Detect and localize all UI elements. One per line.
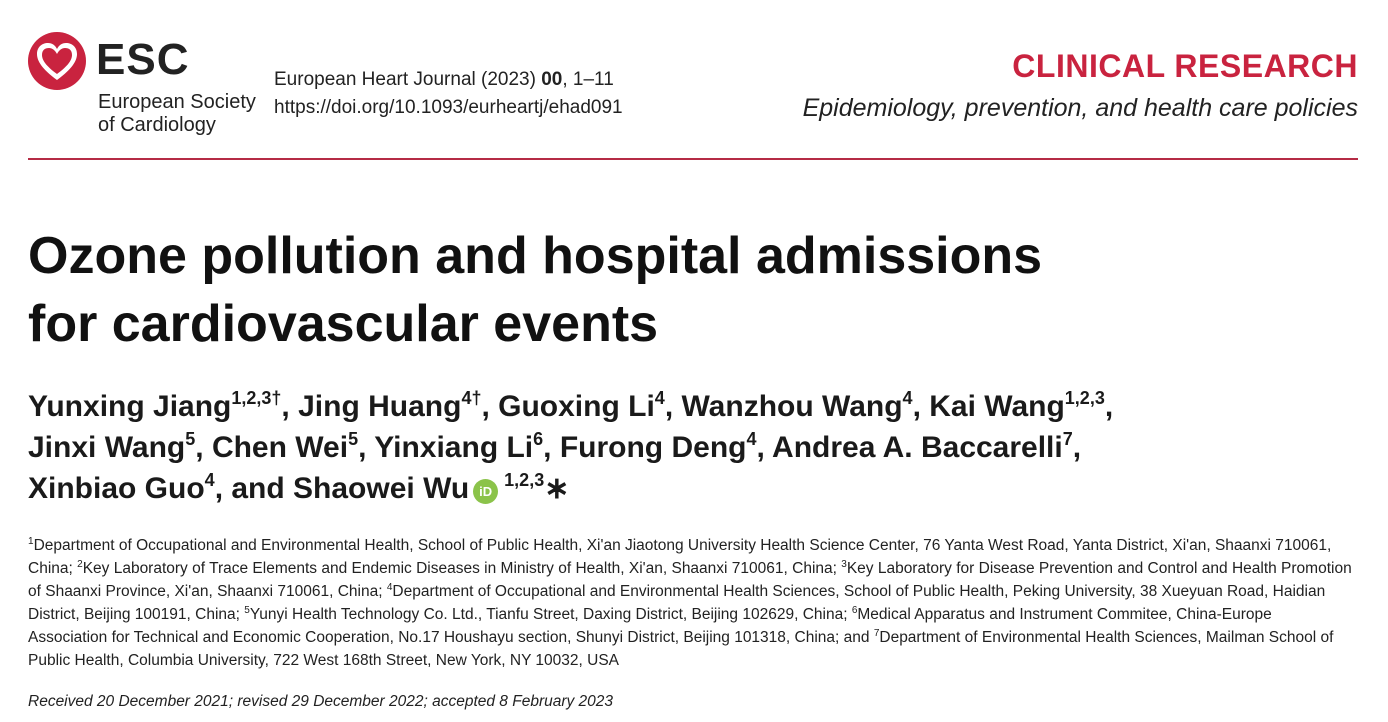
society-name-line2: of Cardiology xyxy=(98,114,216,136)
journal-volume: 00 xyxy=(541,69,563,90)
journal-citation xyxy=(274,66,623,122)
article-history: Received 20 December 2021; revised 29 December 2022; accepted 8 February 2023 xyxy=(28,693,614,710)
author-affiliation-marks: 1,2,3 xyxy=(504,470,545,490)
affiliation-text: Department of Environmental Health Sciences, Mailman School of Public Health, Columbia University, 722 West 168th Street, New York, NY 10032, USA xyxy=(28,629,1334,669)
author-conjunction: and xyxy=(231,472,294,505)
affiliation-text: Key Laboratory for Disease Prevention and Control and Health Promotion of Shaanxi Province, Xi'an, Shaanxi 710061, China; xyxy=(28,560,1352,600)
section-subtitle: Epidemiology, prevention, and health care policies xyxy=(802,94,1358,122)
journal-pages: , 1–11 xyxy=(562,69,614,90)
journal-name-line xyxy=(274,66,623,94)
header-divider xyxy=(28,158,1358,160)
author-list: Yunxing Jiang$^{1,2,3\dagger}$, Jing Huang$^{4\dagger}$, Guoxing Li$^4$, Wanzhou Wang$^4$, Kai Wang$^{1,2,3}$, Jinxi Wang$^5$, Chen Wei$^5$, Yinxiang Li$^6$, Furong Deng$^4$, Andrea A. Baccarelli$^7$, Xinbiao Guo$^4$, and Shaowei Wu iD$^{1,2,3}$∗ xyxy=(28,388,1114,505)
article-title-line2: for cardiovascular events xyxy=(28,295,659,353)
affiliation-text: Department of Occupational and Environmental Health Sciences, School of Public Health, Peking University, 38 Xueyuan Road, Haidian District, Beijing 100191, China; xyxy=(28,583,1326,623)
section-title: CLINICAL RESEARCH xyxy=(1012,48,1358,84)
article-title-line1: Ozone pollution and hospital admissions xyxy=(28,227,1043,285)
author[interactable]: Kai Wang$^{1,2,3}$ xyxy=(929,388,1105,423)
author[interactable]: Chen Wei$^5$ xyxy=(211,429,359,464)
corresponding-author-mark: ∗ xyxy=(544,472,570,505)
article-title xyxy=(28,222,1348,358)
esc-heart-icon xyxy=(26,30,88,92)
author[interactable]: Wanzhou Wang$^4$ xyxy=(681,388,913,423)
journal-name: European Heart Journal (2023) xyxy=(274,69,542,90)
affiliation-text: Department of Occupational and Environmental Health, School of Public Health, Xi'an Jiaotong University Health Science Center, 76 Yanta West Road, Yanta District, Xi'an, Shaanxi 710061, China; xyxy=(28,537,1332,577)
affiliation-text: Key Laboratory of Trace Elements and Endemic Diseases in Ministry of Health, Xi'an, Shaanxi 710061, China; xyxy=(82,560,842,577)
society-name xyxy=(98,91,256,137)
author[interactable]: Xinbiao Guo$^4$ xyxy=(28,470,215,505)
author[interactable]: Yinxiang Li$^6$ xyxy=(374,429,544,464)
author[interactable]: Jing Huang$^{4\dagger}$ xyxy=(298,388,482,423)
affiliations: $^1$Department of Occupational and Environmental Health, School of Public Health, Xi'an Jiaotong University Health Science Center, 76 Yanta West Road, Yanta District, Xi'an, Shaanxi 710061, China; $^2$Key Laboratory of Trace Elements and Endemic Diseases in Ministry of Health, Xi'an, Shaanxi 710061, China; $^3$Key Laboratory for Disease Prevention and Control and Health Promotion of Shaanxi Province, Xi'an, Shaanxi 710061, China; $^4$Department of Occupational and Environmental Health Sciences, School of Public Health, Peking University, 38 Xueyuan Road, Haidian District, Beijing 100191, China; $^5$Yunyi Health Technology Co. Ltd., Tianfu Street, Daxing District, Beijing 102629, China; $^6$Medical Apparatus and Instrument Commitee, China-Europe Association for Technical and Economic Cooperation, No.17 Houshayu section, Shunyi District, Beijing 101318, China; and $^7$Department of Environmental Health Sciences, Mailman School of Public Health, Columbia University, 722 West 168th Street, New York, NY 10032, USA xyxy=(28,536,1352,669)
society-name-line1: European Society xyxy=(98,91,256,113)
doi-link[interactable]: https://doi.org/10.1093/eurheartj/ehad091 xyxy=(274,97,623,118)
affiliation-text: Yunyi Health Technology Co. Ltd., Tianfu Street, Daxing District, Beijing 102629, China; xyxy=(249,606,852,623)
orcid-icon[interactable]: iD xyxy=(473,479,498,504)
author[interactable]: Jinxi Wang$^5$ xyxy=(28,429,196,464)
affiliation-text: Medical Apparatus and Instrument Commitee, China-Europe Association for Technical and Economic Cooperation, No.17 Houshayu section, Shunyi District, Beijing 101318, China; and xyxy=(28,606,1272,646)
author[interactable]: Guoxing Li$^4$ xyxy=(498,388,665,423)
author[interactable]: Yunxing Jiang$^{1,2,3\dagger}$ xyxy=(28,388,282,423)
society-abbrev: ESC xyxy=(96,35,190,84)
author[interactable]: Andrea A. Baccarelli$^7$ xyxy=(772,429,1073,464)
author[interactable]: Furong Deng$^4$ xyxy=(559,429,757,464)
journal-header xyxy=(0,0,1388,160)
author[interactable]: Shaowei Wu xyxy=(293,472,470,505)
